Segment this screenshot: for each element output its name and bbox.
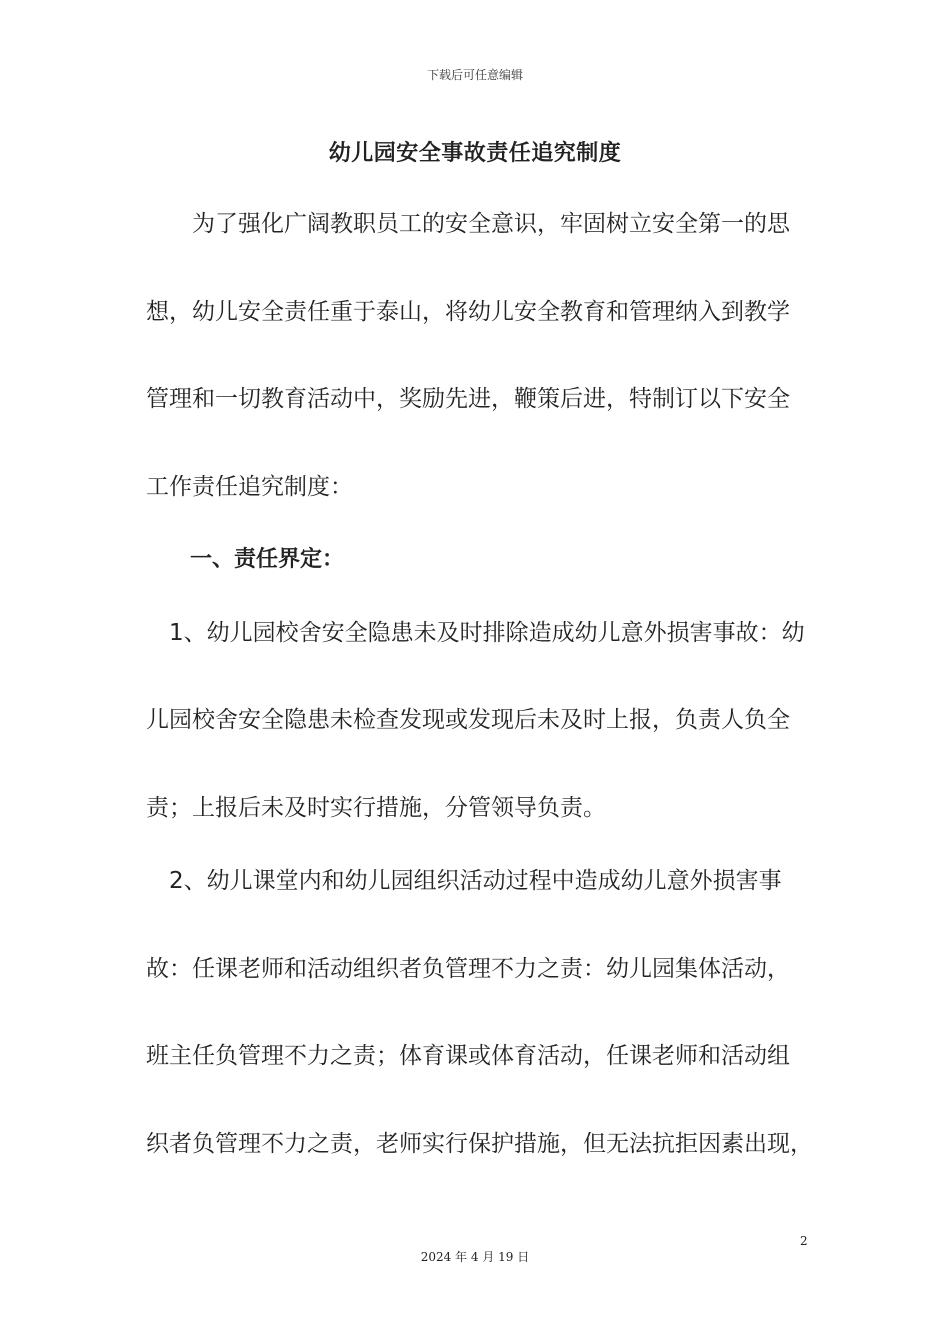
paragraph-line: 儿园校舍安全隐患未检查发现或发现后未及时上报，负责人负全 (146, 707, 790, 733)
document-title: 幼儿园安全事故责任追究制度 (328, 141, 622, 166)
paragraph-line: 为了强化广阔教职员工的安全意识，牢固树立安全第一的思 (146, 211, 790, 237)
paragraph-line: 工作责任追究制度： (146, 474, 353, 500)
paragraph-line: 想，幼儿安全责任重于泰山，将幼儿安全教育和管理纳入到教学 (146, 299, 790, 325)
paragraph-line: 班主任负管理不力之责；体育课或体育活动，任课老师和活动组 (146, 1043, 790, 1069)
paragraph-line: 责；上报后未及时实行措施，分管领导负责。 (146, 795, 606, 821)
paragraph-line: 管理和一切教育活动中，奖励先进，鞭策后进，特制订以下安全 (146, 386, 790, 412)
paragraph-line: 1、幼儿园校舍安全隐患未及时排除造成幼儿意外损害事故：幼 (146, 620, 805, 646)
page-number: 2 (800, 1234, 808, 1248)
section-heading: 一、责任界定： (190, 547, 345, 572)
footer-date: 2024 年 4 月 19 日 (420, 1250, 530, 1264)
paragraph-line: 2、幼儿课堂内和幼儿园组织活动过程中造成幼儿意外损害事 (146, 868, 782, 894)
paragraph-line: 织者负管理不力之责，老师实行保护措施，但无法抗拒因素出现， (146, 1131, 813, 1157)
header-note: 下载后可任意编辑 (426, 68, 523, 82)
paragraph-line: 故：任课老师和活动组织者负管理不力之责：幼儿园集体活动， (146, 956, 790, 982)
